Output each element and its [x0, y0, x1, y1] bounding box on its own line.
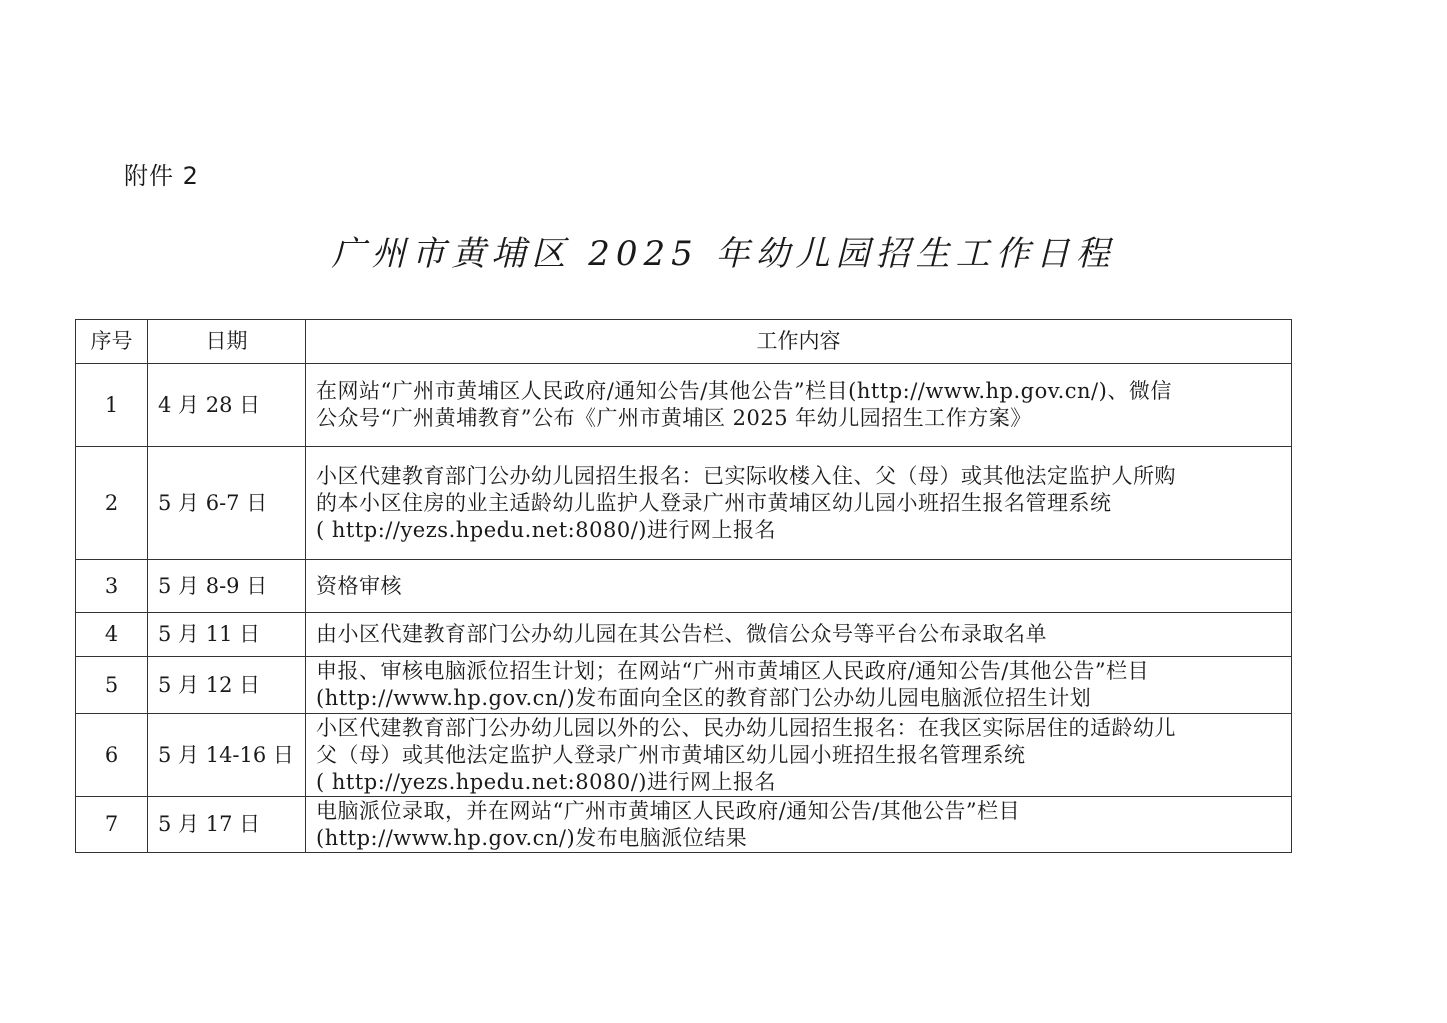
work-line: 小区代建教育部门公办幼儿园以外的公、民办幼儿园招生报名：在我区实际居住的适龄幼儿	[316, 715, 1176, 740]
row-work-content	[306, 797, 1292, 853]
row-number: 2	[76, 447, 148, 560]
work-line: 资格审核	[316, 573, 402, 598]
work-line: 的本小区住房的业主适龄幼儿监护人登录广州市黄埔区幼儿园小班招生报名管理系统	[316, 490, 1112, 515]
row-work-content	[306, 560, 1292, 613]
row-number: 5	[76, 657, 148, 714]
row-date: 5 月 11 日	[148, 613, 306, 657]
table-row	[76, 657, 1292, 714]
row-work-content	[306, 364, 1292, 447]
row-number: 1	[76, 364, 148, 447]
row-work-content	[306, 657, 1292, 714]
row-number: 4	[76, 613, 148, 657]
table-row	[76, 714, 1292, 797]
work-line: (http://www.hp.gov.cn/)发布面向全区的教育部门公办幼儿园电脑派位招生计划	[316, 686, 1092, 710]
row-number: 6	[76, 714, 148, 797]
row-date: 5 月 17 日	[148, 797, 306, 853]
row-date: 5 月 14-16 日	[148, 714, 306, 797]
work-line: ( http://yezs.hpedu.net:8080/)进行网上报名	[316, 769, 776, 794]
table-row	[76, 364, 1292, 447]
row-date: 5 月 6-7 日	[148, 447, 306, 560]
table-row	[76, 560, 1292, 613]
work-line: ( http://yezs.hpedu.net:8080/)进行网上报名	[316, 517, 776, 542]
table-header-row	[76, 320, 1292, 364]
work-line: 小区代建教育部门公办幼儿园招生报名：已实际收楼入住、父（母）或其他法定监护人所购	[316, 463, 1176, 488]
work-line: 由小区代建教育部门公办幼儿园在其公告栏、微信公众号等平台公布录取名单	[316, 622, 1047, 646]
table-row	[76, 613, 1292, 657]
attachment-label: 附件 2	[124, 162, 199, 190]
row-number: 3	[76, 560, 148, 613]
schedule-table	[75, 319, 1292, 853]
work-line: 电脑派位录取，并在网站“广州市黄埔区人民政府/通知公告/其他公告”栏目	[316, 798, 1021, 823]
work-line: 在网站“广州市黄埔区人民政府/通知公告/其他公告”栏目(http://www.hp.gov.cn/)、微信	[316, 379, 1172, 403]
row-number: 7	[76, 797, 148, 853]
table-row	[76, 797, 1292, 853]
work-line: (http://www.hp.gov.cn/)发布电脑派位结果	[316, 825, 748, 850]
row-date: 4 月 28 日	[148, 364, 306, 447]
row-work-content	[306, 447, 1292, 560]
row-date: 5 月 12 日	[148, 657, 306, 714]
table-row	[76, 447, 1292, 560]
column-header-work: 工作内容	[306, 320, 1292, 364]
page-title: 广州市黄埔区 2025 年幼儿园招生工作日程	[331, 234, 1116, 274]
column-header-date: 日期	[148, 320, 306, 364]
row-work-content	[306, 613, 1292, 657]
column-header-no: 序号	[76, 320, 148, 364]
work-line: 公众号“广州黄埔教育”公布《广州市黄埔区 2025 年幼儿园招生工作方案》	[316, 406, 1032, 430]
work-line: 父（母）或其他法定监护人登录广州市黄埔区幼儿园小班招生报名管理系统	[316, 742, 1026, 767]
work-line: 申报、审核电脑派位招生计划；在网站“广州市黄埔区人民政府/通知公告/其他公告”栏目	[316, 659, 1150, 683]
row-work-content	[306, 714, 1292, 797]
row-date: 5 月 8-9 日	[148, 560, 306, 613]
